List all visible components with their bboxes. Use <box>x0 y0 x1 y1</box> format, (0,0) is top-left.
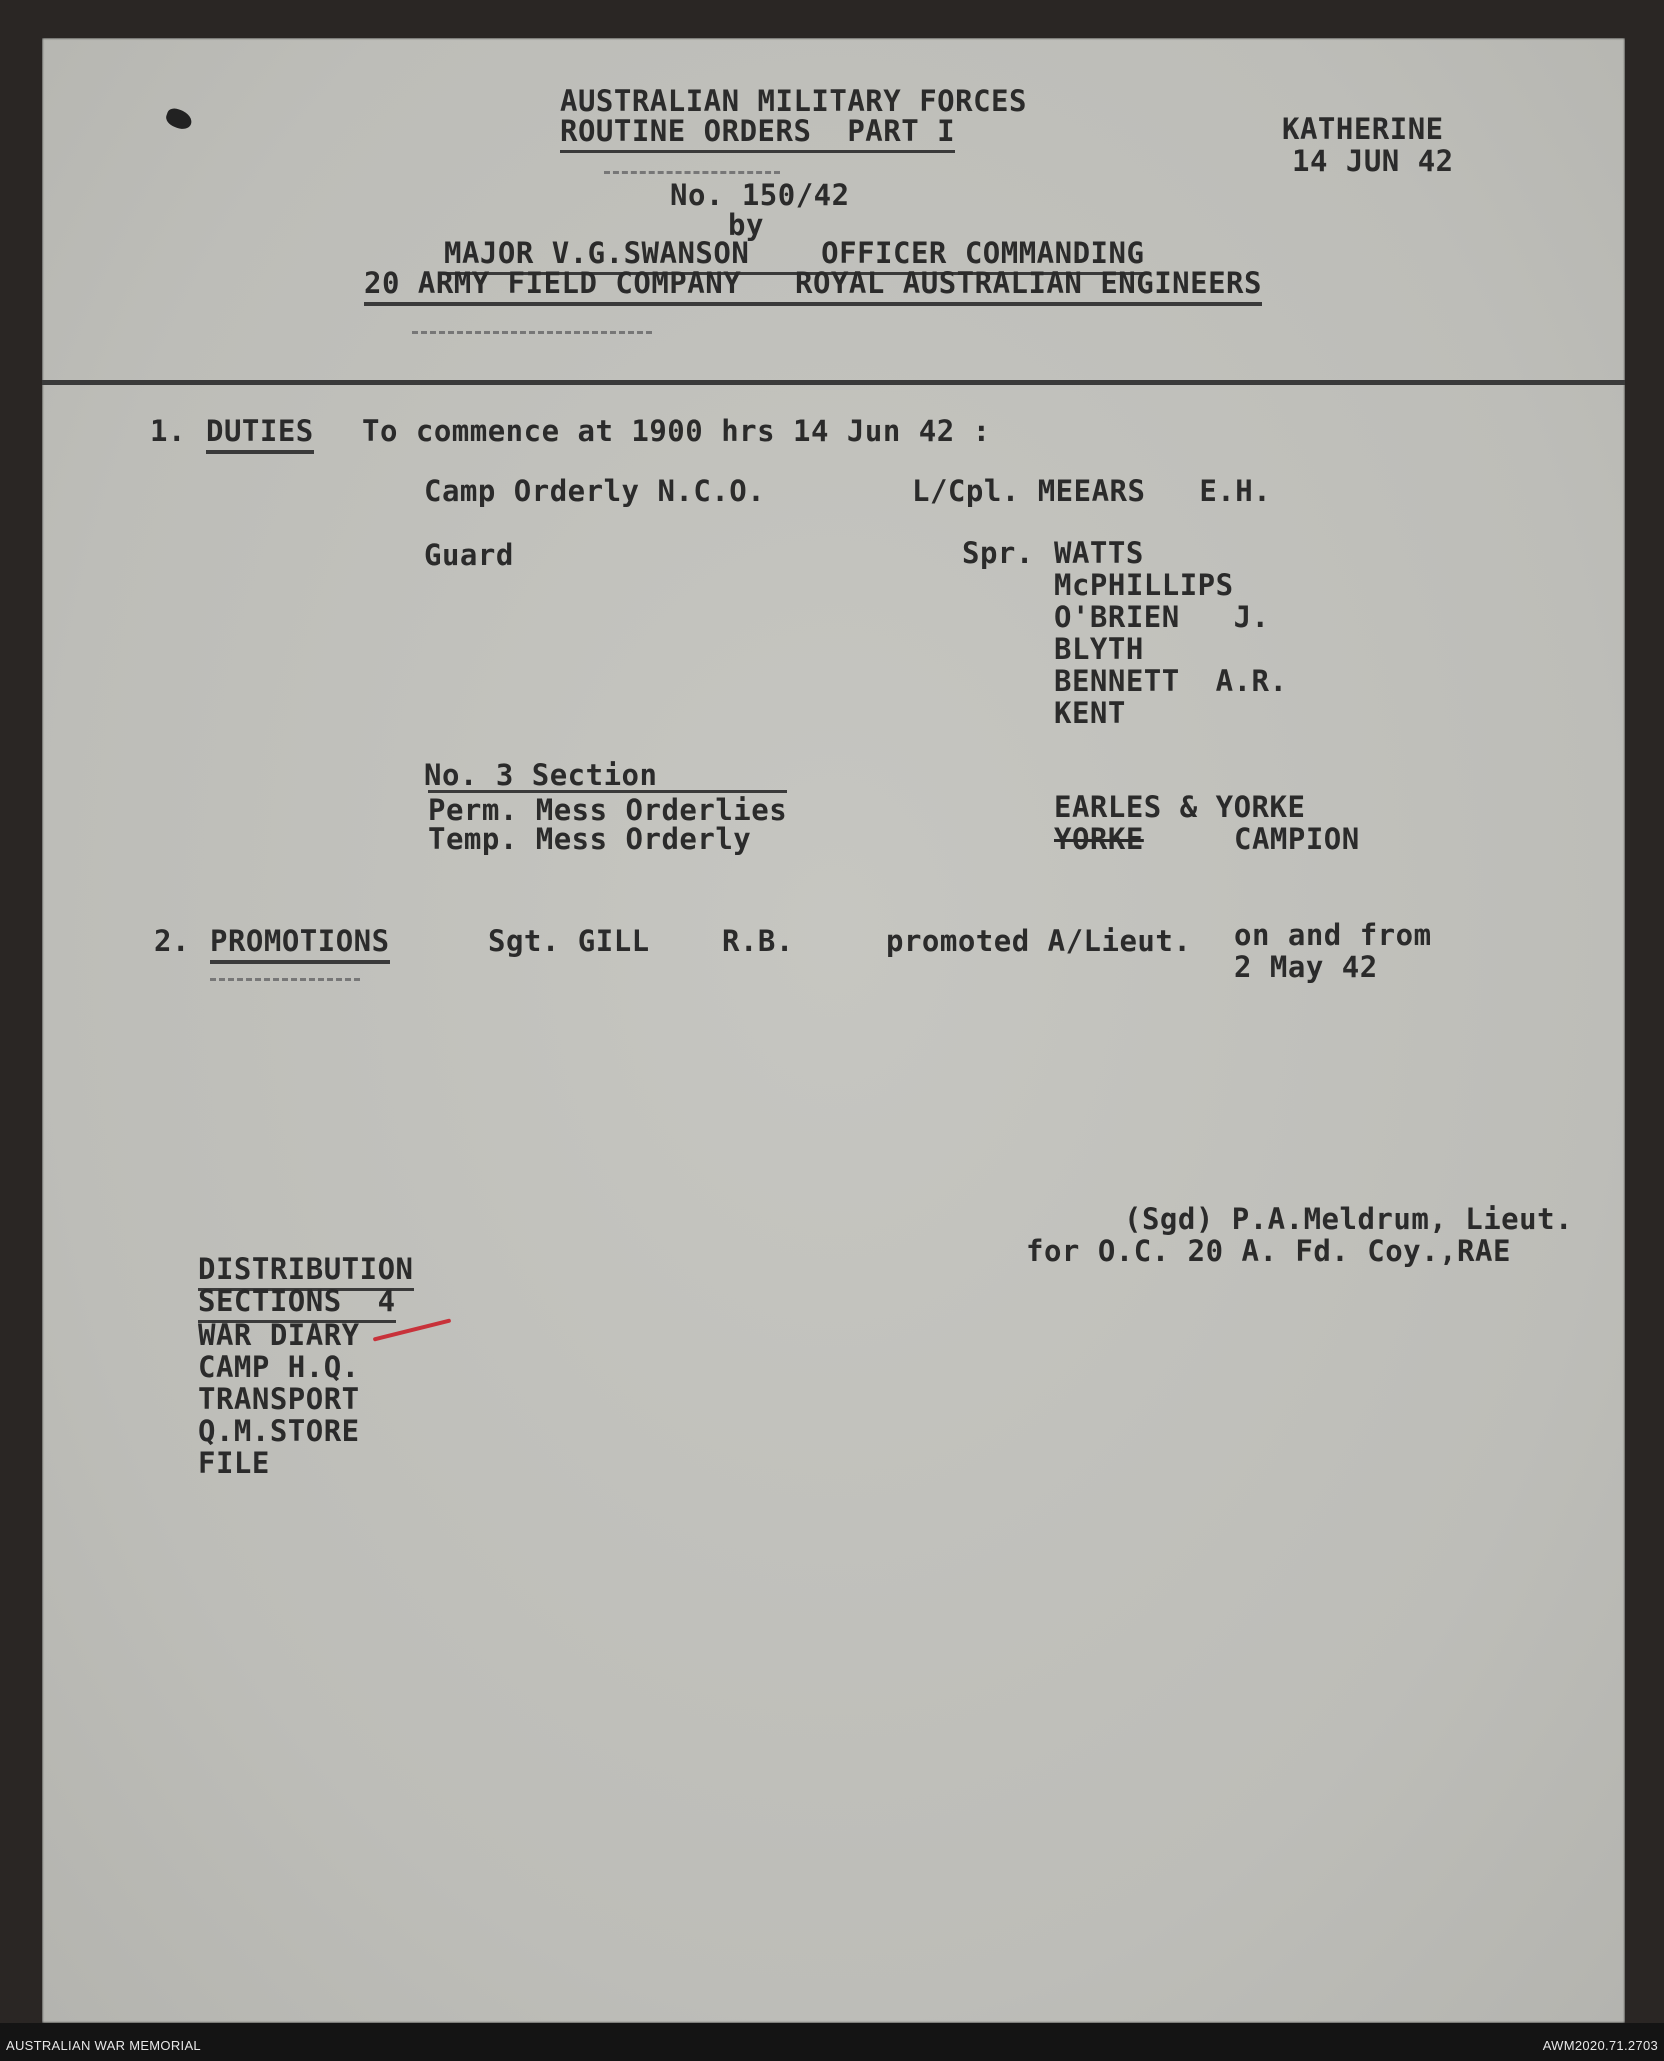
guard-name: BLYTH <box>1054 632 1144 666</box>
distribution-item: CAMP H.Q. <box>198 1350 360 1384</box>
distribution-item: FILE <box>198 1446 270 1480</box>
promotion-initials: R.B. <box>722 924 794 958</box>
date: 14 JUN 42 <box>1292 144 1454 178</box>
promotion-effective-date: 2 May 42 <box>1234 950 1378 984</box>
promotions-heading: PROMOTIONS <box>210 924 390 964</box>
ink-blot <box>164 106 195 132</box>
distribution-item: WAR DIARY <box>198 1318 360 1352</box>
guard-name: WATTS <box>1054 536 1144 570</box>
camp-orderly-label: Camp Orderly N.C.O. <box>424 474 766 508</box>
header-line-1: AUSTRALIAN MILITARY FORCES <box>560 84 1027 118</box>
guard-name: McPHILLIPS <box>1054 568 1234 602</box>
duties-number: 1. <box>150 414 186 448</box>
header-line-2: ROUTINE ORDERS PART I <box>560 114 955 153</box>
temp-mess-label: Temp. Mess Orderly <box>428 822 752 856</box>
signature-line-2: for O.C. 20 A. Fd. Coy.,RAE <box>1026 1234 1511 1268</box>
footer-left: AUSTRALIAN WAR MEMORIAL <box>6 2038 201 2053</box>
unit-dash <box>412 331 652 334</box>
promotion-text: promoted A/Lieut. <box>886 924 1192 958</box>
distribution-item: Q.M.STORE <box>198 1414 360 1448</box>
temp-mess-struck-name: YORKE <box>1054 822 1144 856</box>
promotions-number: 2. <box>154 924 190 958</box>
order-by: by <box>728 208 764 242</box>
promotions-dash <box>210 978 360 981</box>
header-dash <box>604 171 780 174</box>
guard-name: O'BRIEN J. <box>1054 600 1270 634</box>
footer-right: AWM2020.71.2703 <box>1542 2038 1658 2053</box>
commander-line: MAJOR V.G.SWANSON OFFICER COMMANDING <box>444 236 1144 275</box>
order-number: No. 150/42 <box>670 178 850 212</box>
distribution-item: TRANSPORT <box>198 1382 360 1416</box>
signature-line-1: (Sgd) P.A.Meldrum, Lieut. <box>1124 1202 1573 1236</box>
guard-label: Guard <box>424 538 514 572</box>
duties-intro: To commence at 1900 hrs 14 Jun 42 : <box>362 414 991 448</box>
footer-bar <box>0 2023 1664 2061</box>
promotion-effective: on and from <box>1234 918 1432 952</box>
guard-rank: Spr. <box>962 536 1034 570</box>
distribution-item: SECTIONS 4 <box>198 1284 396 1323</box>
guard-name: KENT <box>1054 696 1126 730</box>
camp-orderly-name: L/Cpl. MEEARS E.H. <box>912 474 1272 508</box>
distribution-heading: DISTRIBUTION <box>198 1252 414 1291</box>
perm-mess-label: Perm. Mess Orderlies <box>428 790 787 827</box>
perm-mess-names: EARLES & YORKE <box>1054 790 1306 824</box>
guard-name: BENNETT A.R. <box>1054 664 1288 698</box>
unit-line: 20 ARMY FIELD COMPANY ROYAL AUSTRALIAN ENGINEERS <box>364 266 1262 306</box>
promotion-rank-name: Sgt. GILL <box>488 924 650 958</box>
header-rule <box>42 380 1625 385</box>
place: KATHERINE <box>1282 112 1444 146</box>
temp-mess-name: CAMPION <box>1234 822 1360 856</box>
duties-heading: DUTIES <box>206 414 314 454</box>
document-page <box>42 38 1625 2023</box>
section-label: No. 3 Section <box>424 758 658 792</box>
